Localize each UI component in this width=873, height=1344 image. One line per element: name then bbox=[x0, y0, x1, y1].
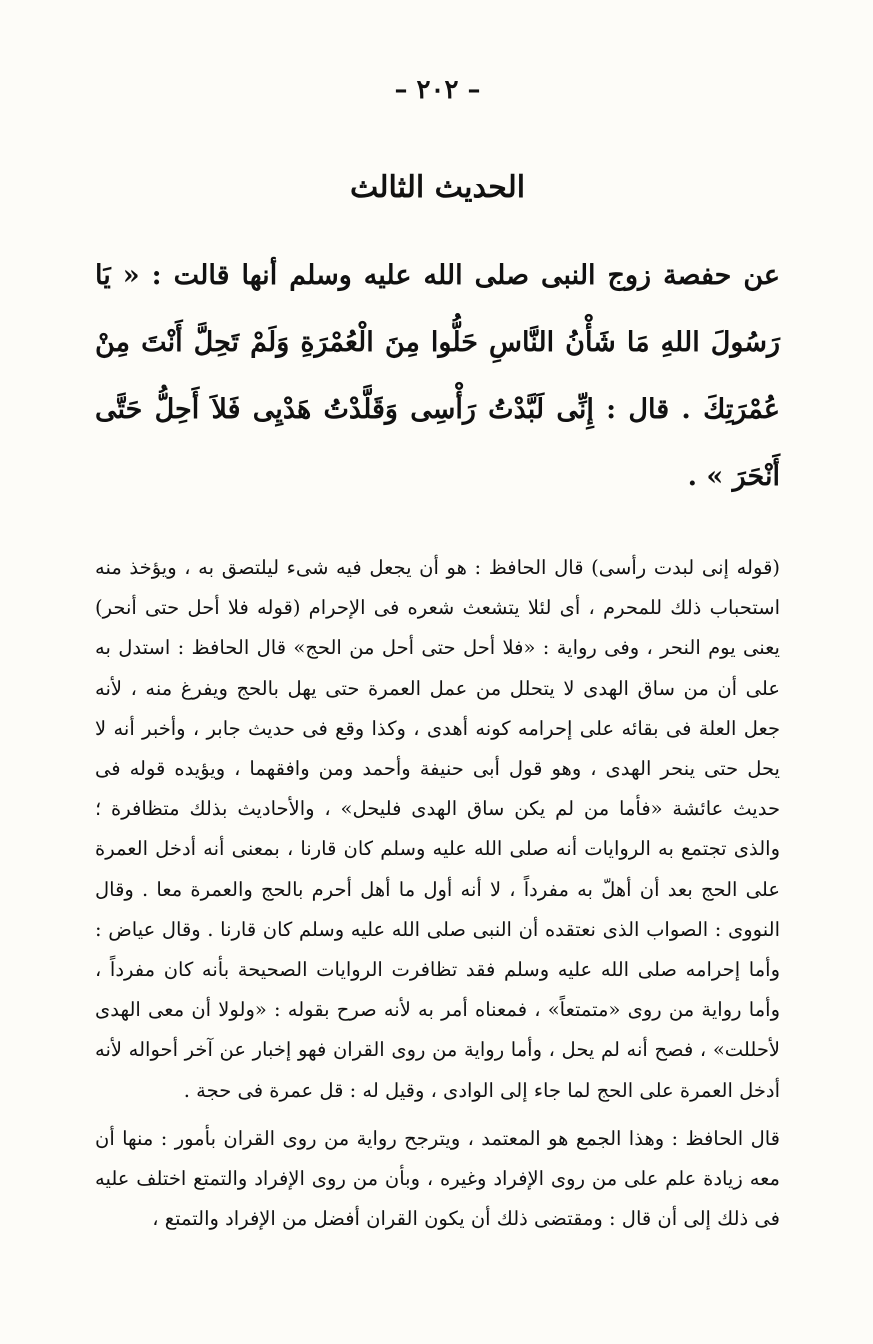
page-number: – ٢٠٢ – bbox=[394, 75, 481, 105]
hadith-text: عن حفصة زوج النبى صلى الله عليه وسلم أنها قالت : « يَا رَسُولَ اللهِ مَا شَأْنُ النَّاسِ حَلُّوا مِنَ الْعُمْرَةِ وَلَمْ تَحِلَّ أَنْتَ مِنْ عُمْرَتِكَ . قال : إِنِّى لَبَّدْتُ رَأْسِى وَقَلَّدْتُ هَدْيِى فَلاَ أَحِلُّ حَتَّى أَنْحَرَ » . bbox=[95, 260, 780, 492]
section-heading: الحديث الثالث bbox=[349, 170, 526, 205]
commentary-paragraph: (قوله إنى لبدت رأسى) قال الحافظ : هو أن يجعل فيه شىء ليلتصق به ، ويؤخذ منه استحباب ذلك للمحرم ، أى لئلا يتشعث شعره فى الإحرام (قوله فلا أحل حتى أنحر) يعنى يوم النحر ، وفى رواية : «فلا أحل حتى أحل من الحج» قال الحافظ : استدل به على أن من ساق الهدى لا يتحلل من عمل العمرة حتى يهل بالحج ويفرغ منه ، لأنه جعل العلة فى بقائه على إحرامه كونه أهدى ، وكذا وقع فى حديث جابر ، وأخبر أنه لا يحل حتى ينحر الهدى ، وهو قول أبى حنيفة وأحمد ومن وافقهما ، ويؤيده قوله فى حديث عائشة «فأما من لم يكن ساق الهدى فليحل» ، والأحاديث بذلك متظافرة ؛ والذى تجتمع به الروايات أنه صلى الله عليه وسلم كان قارنا ، بمعنى أنه أدخل العمرة على الحج بعد أن أهلّ به مفرداً ، لا أنه أول ما أهل أحرم بالحج والعمرة معا . وقال النووى : الصواب الذى نعتقده أن النبى صلى الله عليه وسلم كان قارنا . وقال عياض : وأما إحرامه صلى الله عليه وسلم فقد تظافرت الروايات الصحيحة بأنه كان مفرداً ، وأما رواية من روى «متمتعاً» ، فمعناه أمر به لأنه صرح بقوله : «ولولا أن معى الهدى لأحللت» ، فصح أنه لم يحل ، وأما رواية من روى القران فهو إخبار عن آخر أحواله لأنه أدخل العمرة على الحج لما جاء إلى الوادى ، وقيل له : قل عمرة فى حجة . bbox=[95, 556, 780, 1102]
book-page bbox=[95, 70, 780, 1239]
hafiz-paragraph: قال الحافظ : وهذا الجمع هو المعتمد ، ويترجح رواية من روى القران بأمور : منها أن معه زيادة علم على من روى الإفراد وغيره ، وبأن من روى الإفراد والتمتع اختلف عليه فى ذلك إلى أن قال : ومقتضى ذلك أن يكون القران أفضل من الإفراد والتمتع ، bbox=[95, 1126, 780, 1230]
